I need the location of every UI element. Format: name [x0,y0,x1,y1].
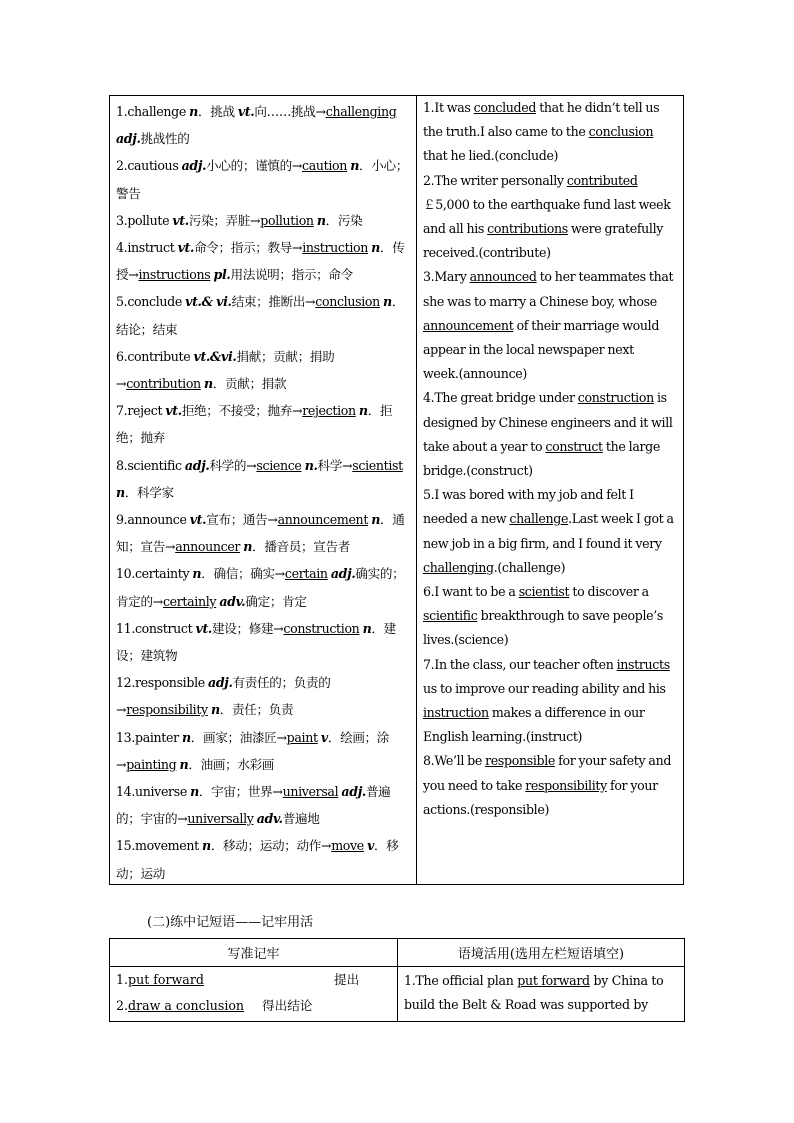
text-run: new job in a big firm, and I found it very [423,535,662,551]
part-of-speech: pl. [213,267,231,283]
text-run: 小心的；谨慎的→ [206,158,303,174]
text-run: 科学→ [317,457,353,473]
text-run: ．贡献；捐款 [212,376,287,392]
answer-word: concluded [473,100,537,115]
text-run: 1.It was [423,100,474,115]
text-run: for your safety and [555,753,672,769]
text-run: 建设；修建→ [211,620,284,636]
part-of-speech: v [320,729,328,745]
text-run: 4.The great bridge under [423,390,578,406]
text-run: were gratefully [567,221,664,237]
text-run: 向……挑战→ [254,104,326,119]
text-run: 挑战性的 [140,131,190,147]
column-divider [416,96,417,884]
text-run: 8.scientific [116,457,185,473]
text-run: 10.certainty [116,566,193,582]
text-run: ．小心；警告 [116,158,408,201]
vocab-entry [116,724,412,778]
answer-word: paint [286,729,318,745]
part-of-speech: n [316,212,326,228]
vocab-entry [116,98,412,152]
text-run: 1.The official plan [404,973,518,988]
text-run: 5.conclude [116,294,186,310]
part-of-speech: n [362,620,372,636]
text-run: the truth.I also came to the [423,124,589,140]
part-of-speech: vt. [189,512,207,528]
text-run: you need to take [423,777,526,793]
text-line [423,386,681,410]
text-run: ．科学家 [124,484,174,500]
text-line [423,169,681,193]
text-run: ．画家；油漆匠→ [190,729,287,745]
answer-word: challenging [325,104,397,119]
section-title: (二)练中记短语——记牢用活 [147,915,314,930]
answer-word: construct [545,438,603,454]
context-usage-column [423,96,681,822]
part-of-speech: n [116,484,125,500]
part-of-speech: vt. [177,240,195,256]
answer-word: construction [577,390,654,406]
text-line [423,193,681,217]
text-line [423,241,681,265]
text-run: ．移动；运动 [116,838,399,881]
text-run: for your [606,777,658,793]
answer-word: scientist [352,457,403,473]
answer-word: contribution [126,376,201,392]
part-of-speech: vt. [195,620,212,636]
text-run: ．绘画；涂→ [116,729,390,772]
text-run: that he didn’t tell us [536,100,660,115]
text-run: ．油画；水彩画 [188,756,275,772]
part-of-speech: n [190,784,199,800]
answer-word: contributions [487,221,568,237]
text-line [423,483,681,507]
answer-word: instruction [423,705,489,721]
text-run: 13.painter [116,729,182,745]
answer-word: contributed [566,172,638,188]
text-run: 有责任的；负责的→ [116,675,331,718]
text-run: 9.announce [116,512,190,528]
text-line [423,265,681,289]
answer-word: certain [284,566,328,582]
text-line [423,362,681,386]
text-run: 命令；指示；教导→ [194,240,303,256]
text-run: 普遍地 [282,811,320,827]
text-run: 8.We’ll be [423,753,486,769]
answer-word: conclusion [588,124,654,140]
vocab-entry [116,778,412,832]
text-run: ．确信；确实→ [201,566,285,582]
text-line [423,507,681,531]
part-of-speech: adv. [256,811,283,827]
text-run: by China to [589,973,664,988]
text-run: 5.I was bored with my job and felt I [423,487,634,503]
part-of-speech: n [202,838,211,854]
phrase-number: 2. [116,998,129,1013]
answer-word: rejection [302,403,356,419]
text-run: 科学的→ [209,457,257,473]
part-of-speech: n [371,512,381,528]
text-run: 7.reject [116,403,166,419]
answer-word: responsibility [525,777,607,793]
answer-word: announcer [175,539,241,555]
vocab-entry [116,615,412,669]
text-run: actions.(responsible) [423,801,550,817]
text-run: 确实的；肯定的→ [116,566,405,609]
part-of-speech: vt. [237,104,255,119]
answer-word: responsible [485,753,555,769]
answer-word: move [331,838,364,854]
text-line [404,993,680,1017]
answer-word: painting [126,756,177,772]
text-run: the large [602,438,660,454]
part-of-speech: vt. [165,403,182,419]
text-run: 12.responsible [116,675,209,691]
part-of-speech: adj. [181,158,207,174]
text-run: 3.Mary [423,269,470,285]
answer-word: announcement [277,512,369,528]
text-line [423,435,681,459]
vocab-entry [116,288,412,342]
text-run: 2.cautious [116,158,182,174]
phrase-number: 1. [116,972,129,987]
text-line [423,459,681,483]
vocab-entry [116,343,412,397]
text-line [423,653,681,677]
text-line [423,532,681,556]
text-line [423,96,681,120]
answer-word: instruction [302,240,368,256]
text-run: is [653,390,667,406]
part-of-speech: n [383,294,392,310]
part-of-speech: n [371,240,380,256]
text-run: .(challenge) [493,559,566,575]
answer-word: universally [187,811,254,827]
text-line [423,798,681,822]
text-line [423,290,681,314]
answer-word: universal [282,784,339,800]
text-run: to her teammates that [536,269,674,285]
text-run: ．污染 [325,212,363,228]
text-run: ．挑战 [197,104,238,119]
vocab-entry [116,452,412,506]
answer-word: put forward [517,973,590,988]
vocab-entry [116,669,412,723]
text-run: lives.(science) [423,632,509,648]
answer-word: challenging [423,559,494,575]
text-line [423,725,681,749]
answer-word: construction [283,620,360,636]
part-of-speech: n [192,566,202,582]
text-run: appear in the local newspaper next [423,342,634,358]
text-run: ．播音员；宣告者 [252,539,351,555]
part-of-speech: v [367,838,375,854]
text-line [423,749,681,773]
vocab-entry [116,506,412,560]
text-run: breakthrough to save people’s [477,608,663,624]
text-run: ．传授→ [116,240,405,283]
vocab-entry [116,207,412,234]
text-run: bridge.(construct) [423,463,533,479]
text-run: week.(announce) [423,366,527,382]
text-line [423,144,681,168]
text-line [404,969,680,993]
text-run: that he lied.(conclude) [423,148,559,164]
part-of-speech: adj. [184,457,210,473]
text-run: 结束；推断出→ [231,294,316,310]
text-line [423,604,681,628]
phrase-text: put forward [128,972,204,987]
text-line [423,120,681,144]
answer-word: pollution [260,212,314,228]
text-run: and all his [423,221,488,237]
text-run: ．通知；宣告→ [116,512,405,555]
text-run: 1.challenge [116,104,190,119]
part-of-speech: vt. [172,212,189,228]
text-run: received.(contribute) [423,245,551,261]
part-of-speech: n [358,403,368,419]
text-run: ￡5,000 to the earthquake fund last week [423,196,671,212]
text-run: ．建设；建筑物 [116,620,396,664]
text-run: ．拒绝；抛弃 [116,403,393,446]
part-of-speech: n [179,756,189,772]
part-of-speech: vt.& vi. [185,294,232,310]
text-run: 污染；弄脏→ [188,212,261,228]
answer-word: instructions [138,267,211,283]
answer-word: challenge [509,511,569,527]
text-line [423,556,681,580]
text-run: ．结论；结束 [116,294,405,337]
text-run: 3.pollute [116,212,173,228]
phrase-gloss: 提出 [334,972,360,987]
text-run: 确定；肯定 [245,593,307,609]
part-of-speech: vt.&vi. [193,348,237,364]
column-header-right: 语境活用(选用左栏短语填空) [457,947,625,962]
text-run: English learning.(instruct) [423,729,583,745]
text-run: she was to marry a Chinese boy, whose [423,293,657,309]
text-run: .Last week I got a [568,511,674,527]
part-of-speech: n [203,376,213,392]
text-run: of their marriage would [513,317,660,333]
text-run: 捐献；贡献；捐助→ [116,348,335,392]
answer-word: scientific [423,608,478,624]
text-line [423,628,681,652]
text-line [423,580,681,604]
part-of-speech: adj. [341,784,366,800]
text-run: 宣布；通告→ [206,512,278,528]
answer-word: caution [302,158,348,174]
phrase-text: draw a conclusion [128,998,245,1013]
part-of-speech: n [210,702,220,718]
text-line [423,677,681,701]
part-of-speech: n. [304,457,318,473]
part-of-speech: adj. [116,131,141,147]
text-run: 4.instruct [116,240,178,256]
text-run: designed by Chinese engineers and it will [423,414,673,430]
answer-word: science [256,457,302,473]
text-run: build the Belt & Road was supported by [404,997,648,1012]
answer-word: scientist [518,584,570,600]
phrase-item [116,967,392,993]
text-line [423,701,681,725]
text-run: needed a new [423,511,510,527]
vocab-entry [116,832,412,886]
phrase-list [116,967,392,1019]
phrase-gloss: 得出结论 [262,998,313,1013]
text-run: 11.construct [116,620,196,636]
part-of-speech: n [243,539,253,555]
part-of-speech: adj. [330,566,356,582]
part-of-speech: n [350,158,360,174]
text-run: 7.In the class, our teacher often [423,656,617,672]
answer-word: instructs [616,656,670,672]
part-of-speech: n [189,104,198,119]
text-run: 14.universe [116,784,191,800]
answer-word: announcement [423,317,514,333]
vocab-entry [116,152,412,206]
answer-word: announced [469,269,537,285]
text-run: 6.contribute [116,348,194,364]
part-of-speech: n [181,729,191,745]
text-run: take about a year to [423,438,546,454]
column-header-left: 写准记牢 [227,947,280,962]
text-line [423,774,681,798]
answer-word: conclusion [315,294,380,310]
part-of-speech: adv. [219,593,246,609]
text-line [423,411,681,435]
vocab-entry [116,397,412,451]
text-line [423,217,681,241]
word-family-list [116,98,412,887]
text-run: 用法说明；指示；命令 [230,267,353,283]
phrase-table [109,938,685,1022]
text-run: 2.The writer personally [423,172,567,188]
text-run: 拒绝；不接受；抛弃→ [181,403,303,419]
text-run: 普遍的；宇宙的→ [116,784,391,827]
text-run: ．责任；负责 [219,702,294,718]
part-of-speech: adj. [208,675,233,691]
text-run: 6.I want to be a [423,584,519,600]
vocab-entry [116,560,412,614]
text-run: ．宇宙；世界→ [198,784,283,800]
text-line [423,314,681,338]
answer-word: certainly [162,593,217,609]
text-run: to discover a [569,584,649,600]
text-line [423,338,681,362]
text-run: 15.movement [116,838,202,854]
phrase-item [116,993,392,1019]
text-run: us to improve our reading ability and his [423,680,666,696]
answer-word: responsibility [126,702,208,718]
text-run: makes a difference in our [488,705,645,721]
phrase-context-sentences [404,969,680,1017]
vocab-entry [116,234,412,288]
text-run: ．移动；运动；动作→ [210,838,332,854]
vocabulary-table [109,95,684,885]
